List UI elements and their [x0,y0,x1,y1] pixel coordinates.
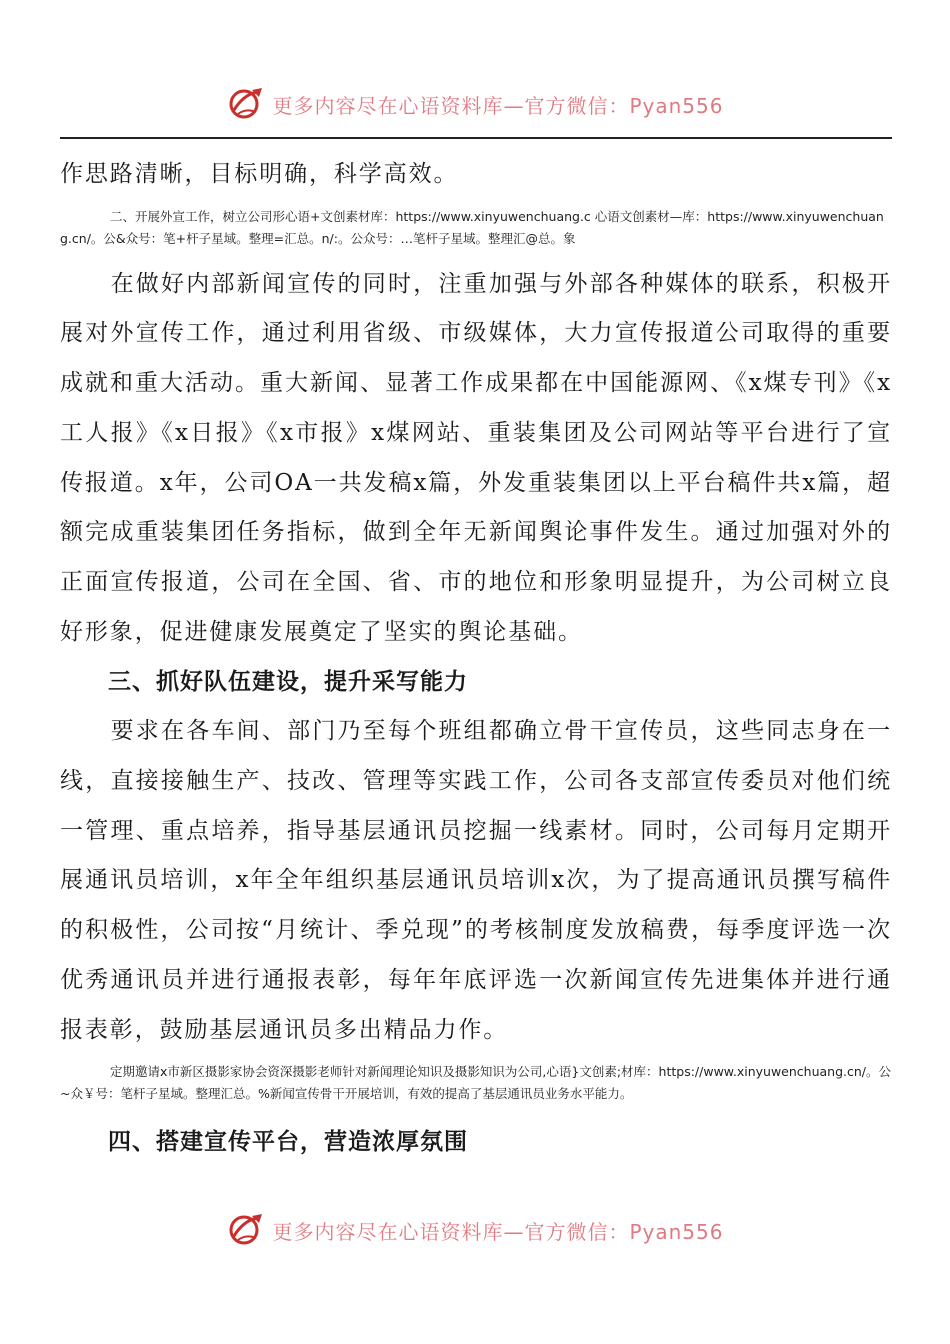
continuation-paragraph: 作思路清晰，目标明确，科学高效。 [60,161,459,187]
pen-swirl-logo-icon [226,84,266,124]
brand-text: 更多内容尽在心语资料库—官方微信：Pyan556 [272,93,724,118]
brand-text: 更多内容尽在心语资料库—官方微信：Pyan556 [272,1219,724,1244]
brand-watermark [226,84,723,124]
document-body [60,150,892,1167]
brand-watermark [226,1210,723,1250]
section-heading: 三、抓好队伍建设，提升采写能力 [108,669,468,696]
page-footer [0,1208,950,1252]
body-paragraph: 在做好内部新闻宣传的同时，注重加强与外部各种媒体的联系，积极开展对外宣传工作，通过利用省级、市级媒体，大力宣传报道公司取得的重要成就和重大活动。重大新闻、显著工作成果都在中国能源网、《x煤专刊》《x工人报》《x日报》《x市报》x煤网站、重装集团及公司网站等平台进行了宣传报道。x年，公司OA一共发稿x篇，外发重装集团以上平台稿件共x篇，超额完成重装集团任务指标，做到全年无新闻舆论事件发生。通过加强对外的正面宣传报道，公司在全国、省、市的地位和形象明显提升，为公司树立良好形象，促进健康发展奠定了坚实的舆论基础。 [60,270,892,645]
pen-swirl-logo-icon [226,1210,266,1250]
header-divider [60,137,892,139]
page-header [0,82,950,126]
inline-note: 二、开展外宣工作，树立公司形心语+文创素材库：https://www.xinyuwenchuang.c 心语文创素材—库：https://www.xinyuwenchuang.cn/。公&众号：笔+杆子星域。整理=汇总。n/:。公众号：…笔杆子星域。整理汇@总。象 [60,208,884,246]
inline-note: 定期邀请x市新区摄影家协会资深摄影老师针对新闻理论知识及摄影知识为公司,心语}文创素;材库：https://www.xinyuwenchuang.cn/。公~众￥号：笔杆子星域。整理汇总。%新闻宣传骨干开展培训，有效的提高了基层通讯员业务水平能力。 [60,1064,892,1102]
body-paragraph: 要求在各车间、部门乃至每个班组都确立骨干宣传员，这些同志身在一线，直接接触生产、技改、管理等实践工作，公司各支部宣传委员对他们统一管理、重点培养，指导基层通讯员挖掘一线素材。同时，公司每月定期开展通讯员培训，x年全年组织基层通讯员培训x次，为了提高通讯员撰写稿件的积极性，公司按“月统计、季兑现”的考核制度发放稿费，每季度评选一次优秀通讯员并进行通报表彰，每年年底评选一次新闻宣传先进集体并进行通报表彰，鼓励基层通讯员多出精品力作。 [60,718,892,1043]
section-heading: 四、搭建宣传平台，营造浓厚氛围 [108,1129,468,1156]
